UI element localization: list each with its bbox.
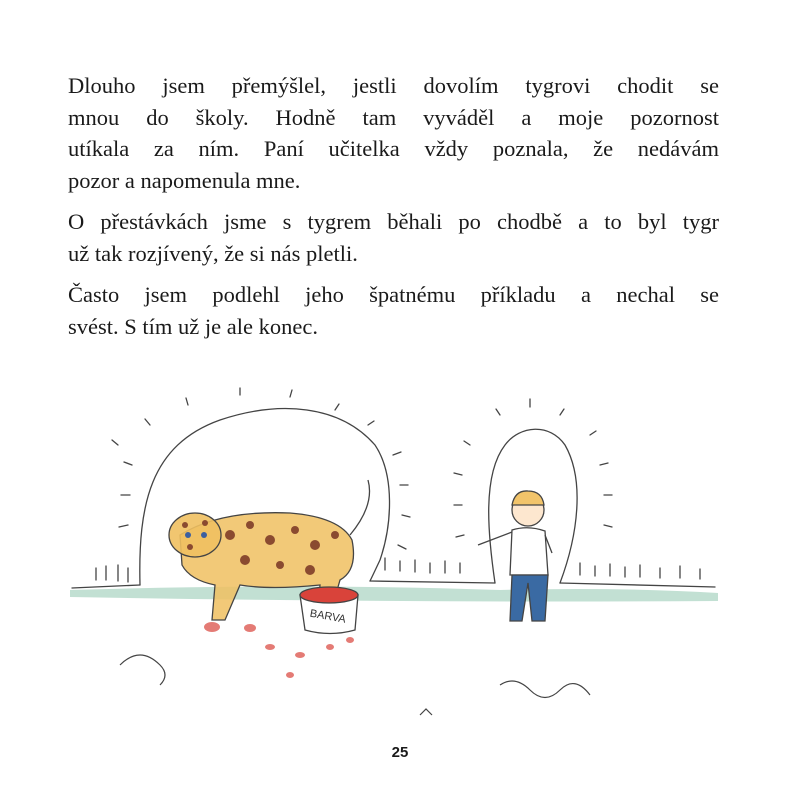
grass-strip [70, 587, 718, 602]
text-line: mnou do školy. Hodně tam vyváděl a moje pozornost [68, 104, 719, 130]
text-line: pozor a napomenula mne. [68, 167, 301, 193]
text-line: Často jsem podlehl jeho špatnému příkladu a nechal se [68, 282, 719, 307]
floor-scribbles [120, 655, 590, 715]
paragraph-1 [68, 70, 719, 196]
text-line: O přestávkách jsme s tygrem běhali po chodbě a to byl tygr [68, 209, 719, 234]
body-text [68, 70, 719, 352]
text-line: utíkala za ním. Paní učitelka vždy poznala, že nedávám [68, 136, 719, 161]
text-line: už tak rozjívený, že si nás pletli. [68, 240, 358, 266]
paragraph-2 [68, 206, 719, 269]
text-line: svést. S tím už je ale konec. [68, 313, 318, 339]
paragraph-3 [68, 279, 719, 342]
ground-line [72, 581, 715, 588]
illustration-tiger-and-boy [0, 385, 800, 730]
text-line: Dlouho jsem přemýšlel, jestli dovolím tygrovi chodit se [68, 73, 719, 98]
page-number: 25 [391, 744, 409, 761]
paint-can [300, 587, 358, 634]
paint-can-label: BARVA [308, 607, 347, 626]
